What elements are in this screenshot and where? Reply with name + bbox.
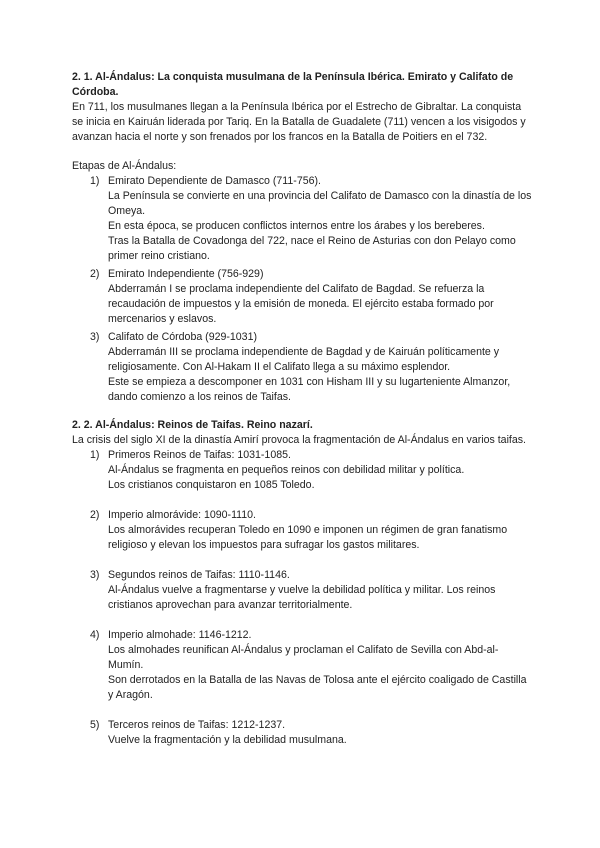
list-item-text: Vuelve la fragmentación y la debilidad musulmana. bbox=[108, 734, 347, 746]
list-item bbox=[72, 448, 532, 493]
list-item-number: 3) bbox=[90, 331, 100, 343]
list-item-title: Emirato Independiente (756-929) bbox=[108, 268, 264, 280]
list-item-text: Abderramán III se proclama independiente de Bagdad y de Kairuán políticamente y religiosamente. Con Al-Hakam II el Califato llega a su máximo esplendor. bbox=[108, 346, 500, 373]
list-item bbox=[72, 267, 532, 327]
list-item-text: Este se empieza a descomponer en 1031 con Hisham III y su lugarteniente Almanzor, dando comienzo a los reinos de Taifas. bbox=[108, 376, 511, 403]
list-item bbox=[72, 628, 532, 703]
list-item-number: 3) bbox=[90, 569, 100, 581]
taifas-list bbox=[72, 448, 532, 748]
list-item bbox=[72, 508, 532, 553]
list-item-title: Imperio almohade: 1146-1212. bbox=[108, 629, 252, 641]
list-item bbox=[72, 718, 532, 748]
document-page bbox=[72, 70, 532, 748]
list-item-title: Emirato Dependiente de Damasco (711-756). bbox=[108, 175, 321, 187]
list-item bbox=[72, 174, 532, 264]
list-item-number: 1) bbox=[90, 449, 100, 461]
list-item-number: 1) bbox=[90, 175, 100, 187]
section-2-intro: La crisis del siglo XI de la dinastía Amirí provoca la fragmentación de Al-Ándalus en varios taifas. bbox=[72, 434, 526, 446]
list-item-text: La Península se convierte en una provincia del Califato de Damasco con la dinastía de los Omeya. bbox=[108, 190, 532, 217]
list-item-title: Terceros reinos de Taifas: 1212-1237. bbox=[108, 719, 286, 731]
list-item bbox=[72, 330, 532, 405]
list-item-title: Segundos reinos de Taifas: 1110-1146. bbox=[108, 569, 290, 581]
list-item-text: Tras la Batalla de Covadonga del 722, nace el Reino de Asturias con don Pelayo como primer reino cristiano. bbox=[108, 235, 516, 262]
list-item-title: Imperio almorávide: 1090-1110. bbox=[108, 509, 257, 521]
list-item-text: Los almorávides recuperan Toledo en 1090 e imponen un régimen de gran fanatismo religioso y elevan los impuestos para sufragar los gastos militares. bbox=[108, 524, 508, 551]
list-item-text: Son derrotados en la Batalla de las Navas de Tolosa ante el ejército coaligado de Castilla y Aragón. bbox=[108, 674, 527, 701]
etapas-list bbox=[72, 174, 532, 405]
list-item-number: 4) bbox=[90, 629, 100, 641]
list-item-number: 2) bbox=[90, 268, 100, 280]
list-item-number: 5) bbox=[90, 719, 100, 731]
list-item-text: Al-Ándalus se fragmenta en pequeños reinos con debilidad militar y política. bbox=[108, 464, 465, 476]
list-item-title: Primeros Reinos de Taifas: 1031-1085. bbox=[108, 449, 291, 461]
list-item-title: Califato de Córdoba (929-1031) bbox=[108, 331, 257, 343]
etapas-label: Etapas de Al-Ándalus: bbox=[72, 160, 177, 172]
list-item-text: Los cristianos conquistaron en 1085 Toledo. bbox=[108, 479, 315, 491]
section-2-title: 2. 2. Al-Ándalus: Reinos de Taifas. Reino nazarí. bbox=[72, 419, 313, 431]
list-item-text: En esta época, se producen conflictos internos entre los árabes y los bereberes. bbox=[108, 220, 485, 232]
section-1-intro: En 711, los musulmanes llegan a la Península Ibérica por el Estrecho de Gibraltar. La conquista se inicia en Kairuán liderada por Tariq. En la Batalla de Guadalete (711) vencen a los visigodos y avanzan hacia el norte y son frenados por los francos en la Batalla de Poitiers en el 732. bbox=[72, 101, 526, 143]
list-item-text: Los almohades reunifican Al-Ándalus y proclaman el Califato de Sevilla con Abd-al-Mumín. bbox=[108, 644, 499, 671]
list-item-text: Al-Ándalus vuelve a fragmentarse y vuelve la debilidad política y militar. Los reinos cristianos aprovechan para avanzar territorialmente. bbox=[108, 584, 496, 611]
list-item bbox=[72, 568, 532, 613]
list-item-text: Abderramán I se proclama independiente del Califato de Bagdad. Se refuerza la recaudación de impuestos y la emisión de moneda. El ejército estaba formado por mercenarios y eslavos. bbox=[108, 283, 494, 325]
section-1-title: 2. 1. Al-Ándalus: La conquista musulmana de la Península Ibérica. Emirato y Califato de Córdoba. bbox=[72, 71, 514, 98]
list-item-number: 2) bbox=[90, 509, 100, 521]
